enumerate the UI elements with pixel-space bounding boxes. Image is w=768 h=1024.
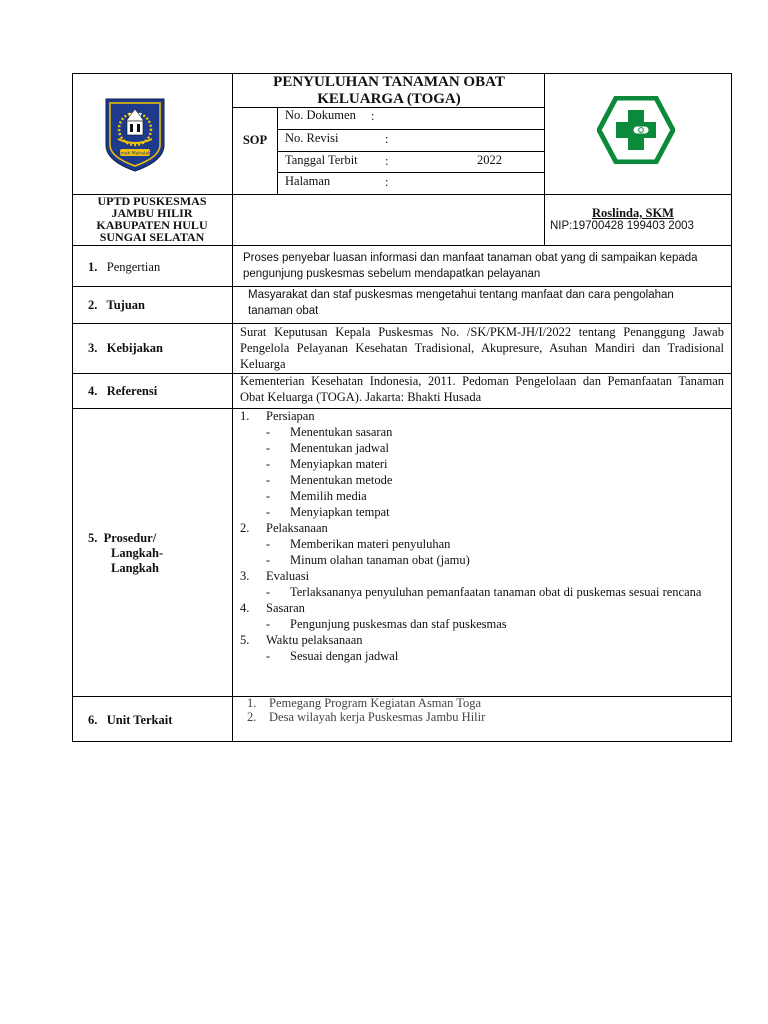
procedure-step: 1. Persiapan: [240, 409, 315, 423]
organization-name: UPTD PUSKESMAS JAMBU HILIR KABUPATEN HULU SUNGAI SELATAN: [96, 194, 208, 244]
procedure-item: - Memilih media: [266, 489, 367, 503]
procedure-list: [240, 408, 724, 664]
procedure-step: 3. Evaluasi: [240, 569, 310, 583]
field-sep: :: [385, 154, 389, 168]
procedure-item: - Menentukan jadwal: [266, 441, 389, 455]
section-number: 2.: [88, 298, 98, 312]
signer-name: Roslinda, SKM: [592, 206, 674, 220]
section-text-referensi: Kementerian Kesehatan Indonesia, 2011. Pedoman Pengelolaan dan Pemanfaatan Tanaman Obat Keluarga (TOGA). Jakarta: Bhakti Husada: [240, 374, 724, 404]
section-label-tujuan: [88, 297, 145, 313]
section-title: Kebijakan: [106, 341, 164, 355]
section-title-line: Langkah-: [111, 546, 164, 560]
procedure-step: 2. Pelaksanaan: [240, 521, 328, 535]
section-text-tujuan: Masyarakat dan staf puskesmas mengetahui tentang manfaat dan cara pengolahan tanaman obat: [248, 289, 674, 317]
section-text-pengertian: Proses penyebar luasan informasi dan manfaat tanaman obat yang di sampaikan kepada pengunjung puskesmas sebelum mendapatkan pelayanan: [243, 252, 698, 280]
procedure-item: - Menentukan metode: [266, 473, 393, 487]
section-label-prosedur: [88, 531, 163, 576]
procedure-item: - Sesuai dengan jadwal: [266, 649, 399, 663]
procedure-item: - Minum olahan tanaman obat (jamu): [266, 553, 470, 567]
field-label: No. Revisi: [285, 131, 339, 145]
section-number: 3.: [88, 341, 98, 355]
list-item: 1. Pemegang Program Kegiatan Asman Toga: [247, 696, 482, 710]
procedure-item: - Menyiapkan tempat: [266, 505, 390, 519]
section-title: Unit Terkait: [106, 713, 173, 727]
field-label: No. Dokumen: [285, 108, 356, 122]
section-label-kebijakan: [88, 340, 163, 356]
section-label-unit-terkait: [88, 712, 172, 728]
section-label-referensi: [88, 383, 157, 399]
field-label: Halaman: [285, 174, 331, 188]
section-title: Referensi: [106, 384, 158, 398]
section-title: Pengertian: [106, 260, 161, 274]
procedure-item: - Menyiapkan materi: [266, 457, 388, 471]
procedure-item: - Terlaksananya penyuluhan pemanfaatan tanaman obat di puskemas sesuai rencana: [266, 585, 702, 599]
regency-logo: [104, 95, 166, 173]
regency-logo-motto: Ramah Mahalabat: [114, 151, 156, 157]
field-label: Tanggal Terbit: [285, 153, 358, 167]
field-sep: :: [385, 175, 389, 189]
section-number: 1.: [88, 260, 98, 274]
section-text-kebijakan: Surat Keputusan Kepala Puskesmas No. /SK/PKM-JH/I/2022 tentang Penanggung Jawab Pengelola Pelayanan Kesehatan Tradisional, Akupresure, Asuhan Mandiri dan Tradisional Keluarga: [240, 325, 724, 371]
section-number: 5.: [88, 531, 98, 545]
section-number: 6.: [88, 713, 98, 727]
section-title-line: Langkah: [111, 561, 159, 575]
field-value: 2022: [477, 153, 502, 167]
procedure-step: 4. Sasaran: [240, 601, 305, 615]
field-sep: :: [371, 109, 375, 123]
procedure-step: 5. Waktu pelaksanaan: [240, 633, 363, 647]
field-sep: :: [385, 132, 389, 146]
puskesmas-logo: [597, 96, 675, 164]
section-label-pengertian: [88, 259, 160, 275]
related-units-list: [247, 696, 717, 724]
section-title: Prosedur/: [103, 531, 157, 545]
list-item: 2. Desa wilayah kerja Puskesmas Jambu Hilir: [247, 710, 486, 724]
sop-label: SOP: [242, 133, 268, 147]
procedure-item: - Menentukan sasaran: [266, 425, 393, 439]
document-title: PENYULUHAN TANAMAN OBAT KELUARGA (TOGA): [273, 74, 505, 107]
procedure-item: - Pengunjung puskesmas dan staf puskesmas: [266, 617, 507, 631]
section-title: Tujuan: [106, 298, 145, 312]
section-number: 4.: [88, 384, 98, 398]
procedure-item: - Memberikan materi penyuluhan: [266, 537, 451, 551]
signer-nip: NIP:19700428 199403 2003: [550, 220, 694, 232]
